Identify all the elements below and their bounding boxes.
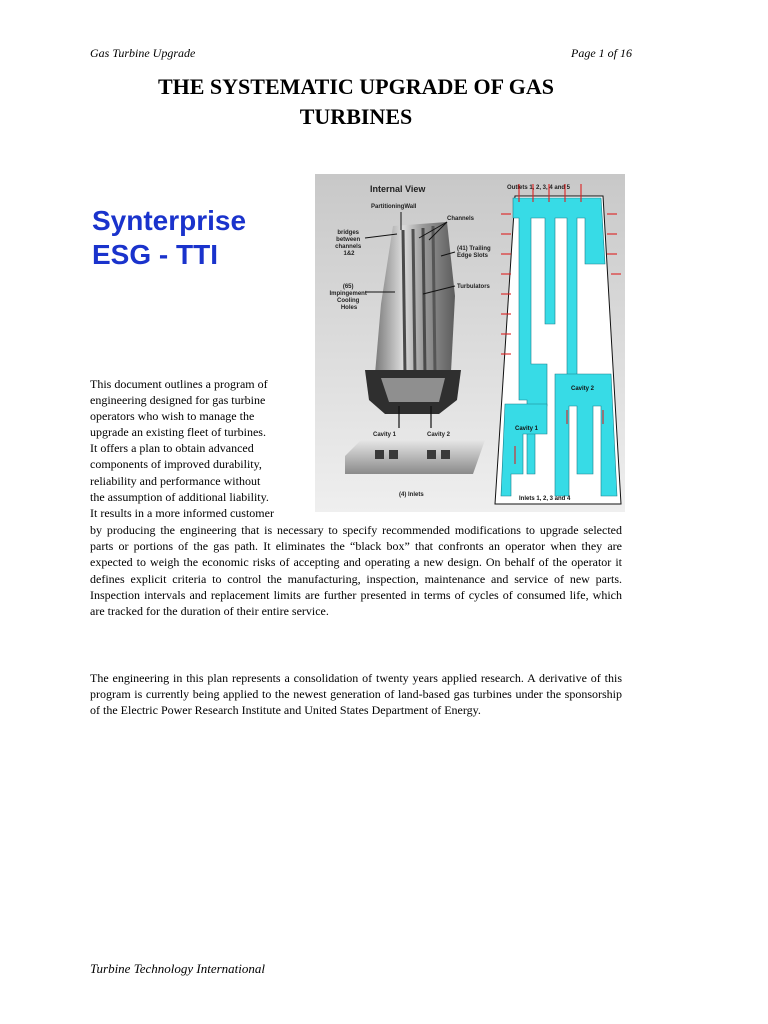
schematic-cavity2-label: Cavity 2	[571, 386, 595, 392]
intro-line-9: It results in a more informed customer	[90, 505, 274, 520]
document-title	[90, 72, 622, 132]
title-line-2: TURBINES	[299, 104, 413, 129]
partitioning-wall-label: PartitioningWall	[371, 204, 417, 210]
cavity2-label: Cavity 2	[427, 432, 451, 438]
blade-channel-1	[403, 230, 405, 374]
turbine-blade-cooling-figure	[315, 174, 625, 512]
page-number: Page 1 of 16	[571, 46, 632, 60]
blade-channel-3	[423, 228, 425, 374]
inlet-hole-1	[375, 450, 384, 459]
intro-line-2: engineering designed for gas turbine	[90, 393, 266, 408]
intro-line-7: reliability and performance without	[90, 473, 261, 488]
schematic-cavity1-label: Cavity 1	[515, 426, 539, 432]
internal-view-label: Internal View	[370, 184, 426, 194]
trailing-edge-label: (41) Trailing Edge Slots	[457, 246, 491, 259]
inlet-hole-2	[389, 450, 398, 459]
title-line-1: THE SYSTEMATIC UPGRADE OF GAS	[157, 74, 555, 99]
inlet-hole-4	[441, 450, 450, 459]
footer-company: Turbine Technology International	[90, 961, 266, 976]
running-header-title: Gas Turbine Upgrade	[90, 46, 196, 60]
cavity1-label: Cavity 1	[373, 432, 397, 438]
blade-channel-4	[433, 226, 435, 372]
inlets-4-label: (4) Inlets	[399, 492, 424, 498]
blade-root-highlight	[381, 378, 445, 402]
intro-line-1: This document outlines a program of	[90, 377, 268, 391]
brand-line-2: ESG - TTI	[92, 239, 218, 270]
blade-base-block	[345, 440, 485, 474]
brand-line-1: Synterprise	[92, 205, 247, 236]
intro-line-4: upgrade an existing fleet of turbines.	[90, 425, 266, 440]
brand-logo-text	[92, 204, 246, 272]
intro-line-5: It offers a plan to obtain advanced	[90, 441, 254, 456]
research-paragraph: The engineering in this plan represents a consolidation of twenty years applied research. A derivative of this program is currently being applied to the newest generation of land-based gas turbines under the sponsorship of the Electric Power Research Institute and United States Department of Energy.	[90, 671, 622, 718]
outlets-label: Outlets 1, 2, 3, 4 and 5	[507, 185, 571, 191]
channels-label: Channels	[447, 216, 475, 222]
schematic-inlets-label: Inlets 1, 2, 3 and 4	[519, 496, 571, 502]
turbulators-label: Turbulators	[457, 284, 490, 290]
intro-line-8: the assumption of additional liability.	[90, 489, 269, 504]
intro-paragraph-continued: by producing the engineering that is necessary to specify recommended modifications to upgrade selected parts or portions of the gas path. It eliminates the “black box” that confronts an operator when they are expected to weigh the economic risks of accepting and operating a new design. On behalf of the operator it defines explicit criteria to control the manufacturing, inspection, maintenance and service of new parts. Inspection intervals and replacement limits are further presented in terms of cycles of consumed life, which are tracked for the duration of their entire service.	[90, 523, 622, 619]
blade-channel-2	[413, 229, 415, 374]
bridges-label: bridges between channels 1&2	[335, 230, 362, 257]
inlet-hole-3	[427, 450, 436, 459]
intro-paragraph-wrapped	[90, 376, 304, 521]
impingement-label: (65) Impingement Cooling Holes	[329, 284, 367, 311]
intro-line-3: operators who wish to manage the	[90, 409, 255, 424]
intro-line-6: components of improved durability,	[90, 457, 262, 472]
